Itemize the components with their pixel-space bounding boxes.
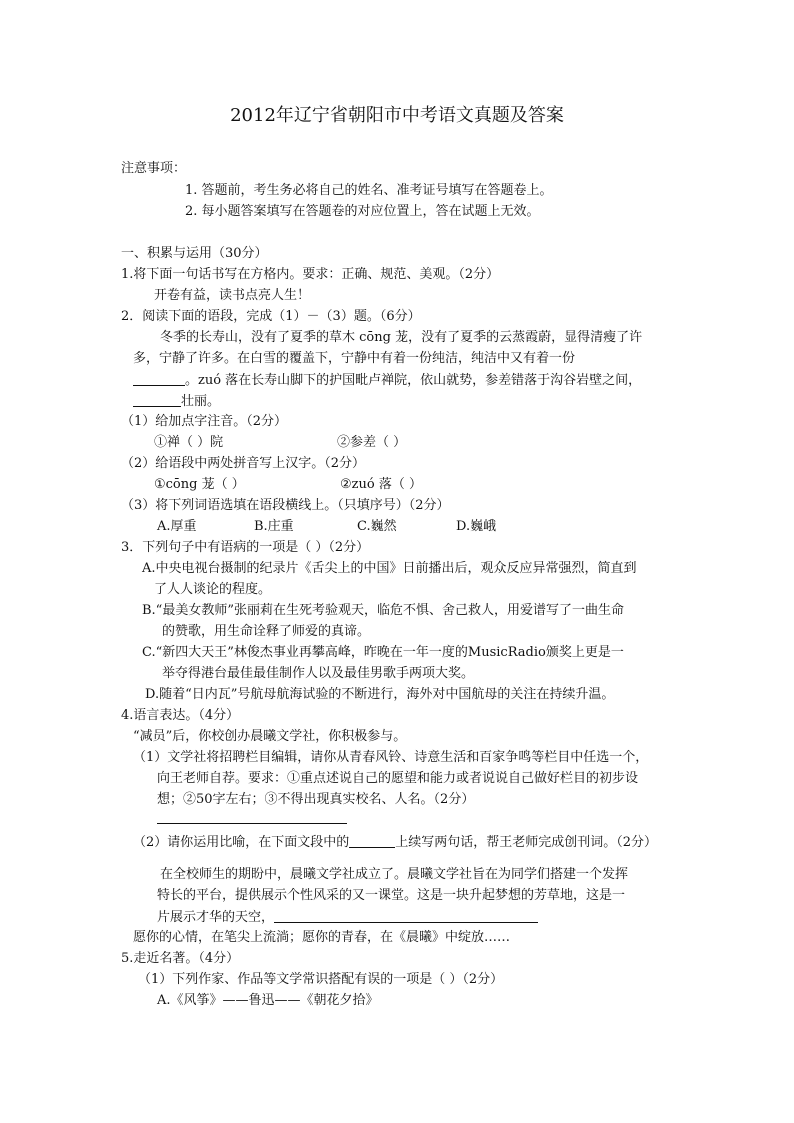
q3-option-c-line-1: C.“新四大天王”林俊杰事业再攀高峰，昨晚在一年一度的MusicRadio颁奖上更是一	[142, 645, 624, 660]
q4-sub1-line-2: 向王老师自荐。要求：①重点述说自己的愿望和能力或者说说自己做好栏目的初步设	[157, 771, 639, 786]
q2-passage-line-1: 冬季的长寿山，没有了夏季的草木 cōng 茏，没有了夏季的云蒸霞蔚，显得清瘦了许	[160, 330, 643, 345]
q1-prompt: 1.将下面一句话书写在方格内。要求：正确、规范、美观。（2分）	[121, 267, 500, 282]
q4-prompt: 4.语言表达。（4分）	[121, 708, 240, 723]
q2-sub3: （3）将下列词语选填在语段横线上。（只填序号）（2分）	[121, 498, 450, 513]
q5-sub1: （1）下列作家、作品等文学常识搭配有误的一项是（ ）（2分）	[138, 972, 504, 987]
q4-passage-line-4: 愿你的心情，在笔尖上流淌；愿你的青春，在《晨曦》中绽放……	[133, 930, 511, 945]
q2-passage-line-3: 。zuó 落在长寿山脚下的护国毗卢禅院，依山就势，参差错落于沟谷岩壁之间，	[133, 371, 641, 389]
blank-line[interactable]	[133, 371, 185, 386]
notice-item-1: 1. 答题前，考生务必将自己的姓名、准考证号填写在答题卷上。	[185, 183, 553, 198]
q3-prompt: 3．下列句子中有语病的一项是（ ）（2分）	[121, 540, 370, 555]
q4-sub1-line-3: 想；②50字左右；③不得出现真实校名、人名。（2分）	[157, 792, 475, 807]
blank-line[interactable]	[133, 392, 181, 407]
q3-option-b-line-2: 的赞歌，用生命诠释了师爱的真谛。	[162, 624, 371, 639]
q4-passage-line-1: 在全校师生的期盼中，晨曦文学社成立了。晨曦文学社旨在为同学们搭建一个发挥	[160, 867, 629, 882]
q4-passage-line-3: 片展示才华的天空，	[157, 908, 538, 926]
q3-option-c-line-2: 举夺得港台最佳最佳制作人以及最佳男歌手两项大奖。	[162, 666, 475, 681]
q4-sub2: （2）请你运用比喻，在下面文段中的 上续写两句话，帮王老师完成创刊词。（2分）	[133, 835, 658, 850]
page-title: 2012年辽宁省朝阳市中考语文真题及答案	[230, 105, 564, 126]
q5-option-a: A.《风筝》——鲁迅——《朝花夕拾》	[157, 993, 379, 1008]
q2-sub2-a: ①cōng 茏（ ）	[154, 477, 245, 492]
q3-option-d-line-1: D.随着“日内瓦”号航母航海试验的不断进行，海外对中国航母的关注在持续升温。	[145, 687, 615, 702]
q3-option-a-line-2: 了人人谈论的程度。	[154, 582, 272, 597]
answer-line[interactable]	[157, 823, 347, 824]
q2-sub2: （2）给语段中两处拼音写上汉字。（2分）	[121, 456, 366, 471]
q2-passage-line-2: 多，宁静了许多。在白雪的覆盖下，宁静中有着一份纯洁，纯洁中又有着一份	[133, 351, 576, 366]
q4-passage-line-2: 特长的平台，提供展示个性风采的又一课堂。这是一块升起梦想的芳草地，这是一	[157, 888, 626, 903]
option-d: D.巍峨	[456, 519, 497, 534]
q4-sub1-line-1: （1）文学社将招聘栏目编辑，请你从青春风铃、诗意生活和百家争鸣等栏目中任选一个，	[133, 750, 649, 765]
section-heading: 一、积累与运用（30分）	[121, 246, 268, 261]
q2-sub1-b: ②参差（ ）	[337, 435, 407, 450]
option-a: A.厚重	[157, 519, 197, 534]
notice-item-2: 2. 每小题答案填写在答题卷的对应位置上，答在试题上无效。	[185, 204, 540, 219]
q2-passage-line-4: 壮丽。	[133, 392, 220, 410]
q2-sub2-b: ②zuó 落（ ）	[340, 477, 422, 492]
q4-intro: “减员”后，你校创办晨曦文学社，你积极参与。	[133, 729, 407, 744]
q3-option-a-line-1: A.中央电视台摄制的纪录片《舌尖上的中国》日前播出后，观众反应异常强烈，简直到	[142, 561, 637, 576]
q3-option-b-line-1: B.“最美女教师”张丽莉在生死考验观天，临危不惧、舍己救人，用爱谱写了一曲生命	[142, 603, 624, 618]
option-b: B.庄重	[254, 519, 294, 534]
q1-text: 开卷有益，读书点亮人生！	[154, 288, 311, 303]
blank-line[interactable]	[349, 833, 395, 848]
option-c: C.巍然	[357, 519, 397, 534]
blank-line[interactable]	[274, 908, 538, 923]
q2-sub1-a: ①禅（ ）院	[154, 435, 224, 450]
notice-heading: 注意事项：	[121, 161, 187, 176]
q5-prompt: 5.走近名著。（4分）	[121, 951, 240, 966]
q2-prompt: 2．阅读下面的语段，完成（1）－（3）题。（6分）	[121, 309, 421, 324]
q2-sub1: （1）给加点字注音。（2分）	[121, 414, 288, 429]
